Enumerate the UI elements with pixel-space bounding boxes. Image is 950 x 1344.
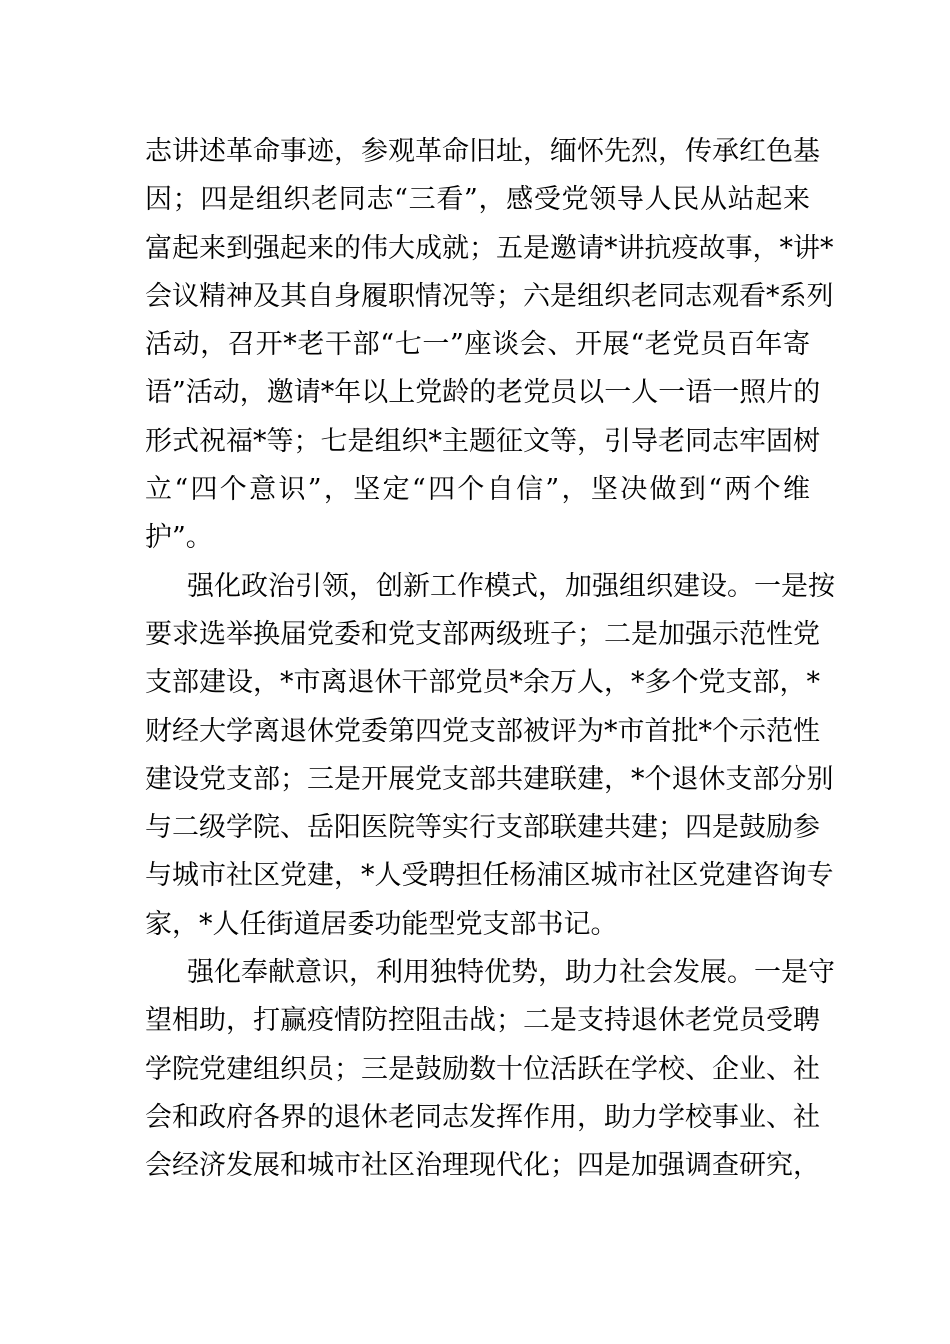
text-line: 护”。 bbox=[145, 522, 213, 554]
text-line: 支部建设，*市离退休干部党员*余万人，*多个党支部，* bbox=[145, 667, 820, 699]
text-line: 要求选举换届党委和党支部两级班子；二是加强示范性党 bbox=[145, 618, 820, 650]
text-line: 学院党建组织员；三是鼓励数十位活跃在学校、企业、社 bbox=[145, 1053, 820, 1085]
text-line: 语”活动，邀请*年以上党龄的老党员以一人一语一照片的 bbox=[145, 377, 821, 409]
text-line: 强化政治引领，创新工作模式，加强组织建设。一是按 bbox=[187, 570, 835, 602]
text-line: 会和政府各界的退休老同志发挥作用，助力学校事业、社 bbox=[145, 1101, 820, 1133]
text-line: 会经济发展和城市社区治理现代化；四是加强调查研究， bbox=[145, 1150, 820, 1182]
text-line: 财经大学离退休党委第四党支部被评为*市首批*个示范性 bbox=[145, 715, 820, 747]
text-line: 富起来到强起来的伟大成就；五是邀请*讲抗疫故事，*讲* bbox=[145, 232, 834, 264]
document-body bbox=[145, 128, 835, 1191]
text-line: 形式祝福*等；七是组织*主题征文等，引导老同志牢固树 bbox=[145, 425, 820, 457]
text-line: 建设党支部；三是开展党支部共建联建，*个退休支部分别 bbox=[145, 763, 834, 795]
paragraph-2 bbox=[145, 563, 835, 949]
text-line: 志讲述革命事迹，参观革命旧址，缅怀先烈，传承红色基 bbox=[145, 136, 820, 167]
text-line: 望相助，打赢疫情防控阻击战；二是支持退休老党员受聘 bbox=[145, 1005, 820, 1037]
paragraph-1 bbox=[145, 128, 834, 563]
text-line: 与二级学院、岳阳医院等实行支部联建共建；四是鼓励参 bbox=[145, 812, 820, 844]
text-line: 活动，召开*老干部“七一”座谈会、开展“老党员百年寄 bbox=[145, 329, 810, 361]
text-line: 与城市社区党建，*人受聘担任杨浦区城市社区党建咨询专 bbox=[145, 860, 834, 892]
text-line: 因；四是组织老同志“三看”，感受党领导人民从站起来 bbox=[145, 184, 810, 216]
text-line: 家，*人任街道居委功能型党支部书记。 bbox=[145, 908, 618, 940]
text-line: 会议精神及其自身履职情况等；六是组织老同志观看*系列 bbox=[145, 280, 834, 312]
text-line: 立“四个意识”，坚定“四个自信”，坚决做到“两个维 bbox=[145, 474, 810, 506]
text-line: 强化奉献意识，利用独特优势，助力社会发展。一是守 bbox=[187, 957, 835, 989]
paragraph-3 bbox=[145, 949, 835, 1190]
